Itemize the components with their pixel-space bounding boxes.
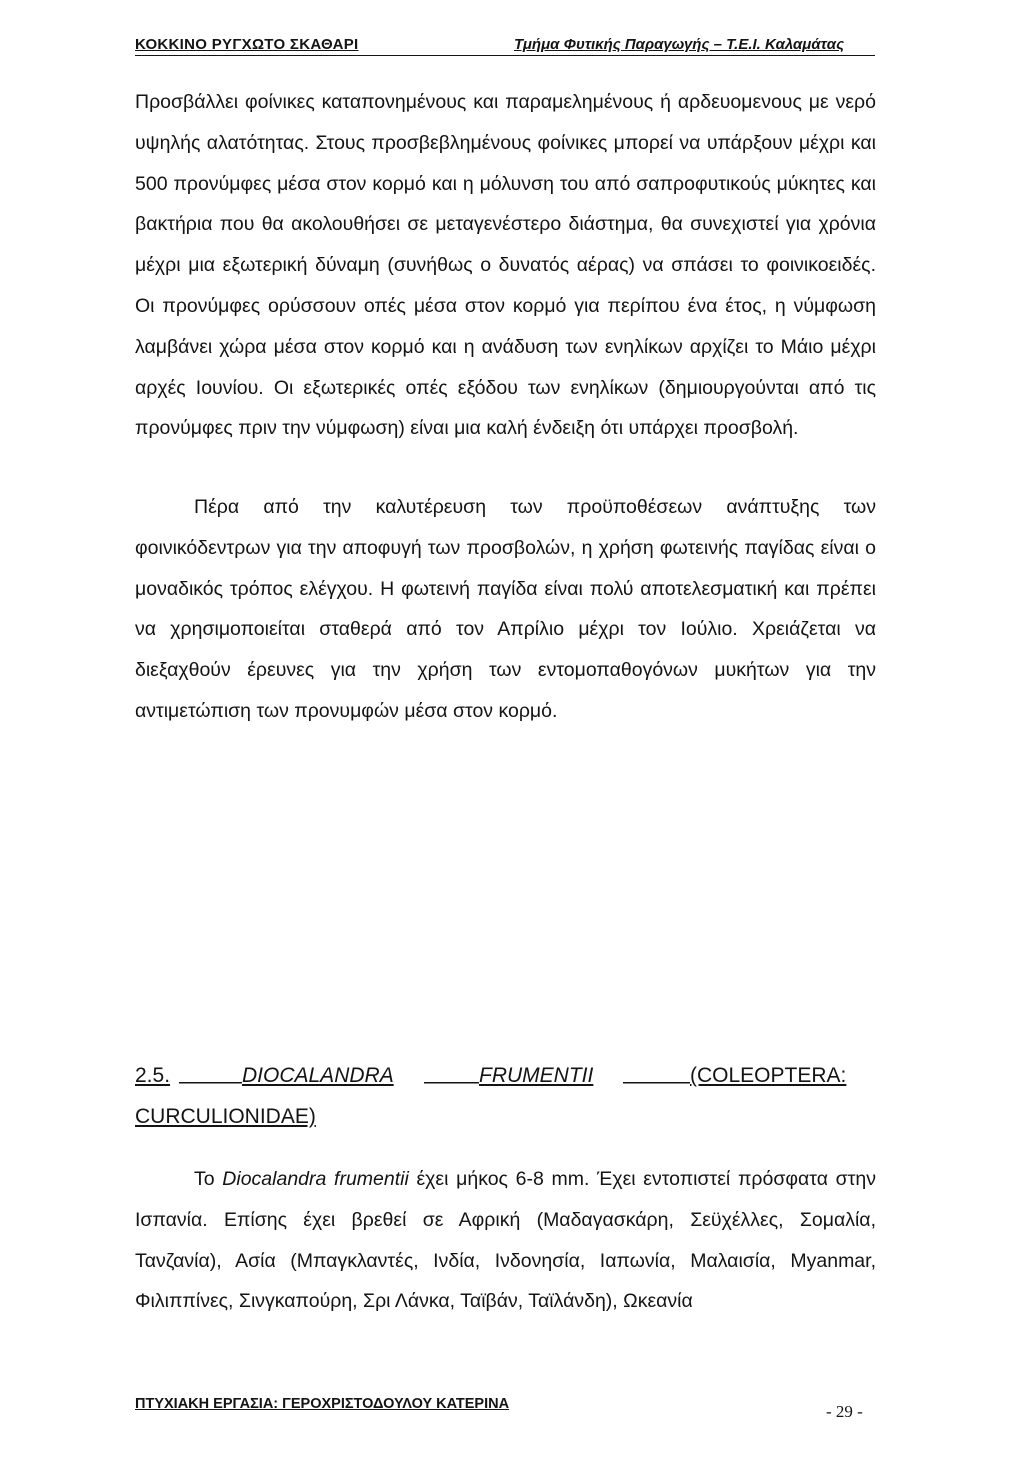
paragraph-3-lead: Το — [194, 1168, 223, 1190]
heading-underline-gap — [623, 1055, 690, 1096]
species-name: Diocalandra frumentii — [222, 1168, 409, 1190]
body-paragraph-3 — [135, 1159, 876, 1322]
header-rule — [135, 55, 875, 56]
heading-underline-gap — [179, 1055, 242, 1096]
section-species: FRUMENTII — [479, 1064, 594, 1087]
page-number: - 29 - — [826, 1402, 863, 1421]
section-order: (COLEOPTERA: — [690, 1064, 847, 1087]
section-number: 2.5. — [135, 1064, 171, 1087]
body-paragraph-1: Προσβάλλει φοίνικες καταπονημένους και παραμελημένους ή αρδευομενους με νερό υψηλής αλατότητας. Στους προσβεβλημένους φοίνικες μπορεί να υπάρξουν μέχρι και 500 προνύμφες μέσα στον κορμό και η μόλυνση του από σαπροφυτικούς μύκητες και βακτήρια που θα ακολουθήσει σε μεταγενέστερο διάστημα, θα συνεχιστεί για χρόνια μέχρι μια εξωτερική δύναμη (συνήθως ο δυνατός αέρας) να σπάσει το φοινικοειδές. Οι προνύμφες ορύσσουν οπές μέσα στον κορμό για περίπου ένα έτος, η νύμφωση λαμβάνει χώρα μέσα στον κορμό και η ανάδυση των ενηλίκων αρχίζει το Μάιο μέχρι αρχές Ιουνίου. Οι εξωτερικές οπές εξόδου των ενηλίκων (δημιουργούνται από τις προνύμφες πριν την νύμφωση) είναι μια καλή ένδειξη ότι υπάρχει προσβολή. — [135, 91, 876, 440]
heading-underline-gap — [424, 1055, 479, 1096]
running-header-title: ΚΟΚΚΙΝΟ ΡΥΓΧΩΤΟ ΣΚΑΘΑΡΙ — [135, 36, 359, 53]
body-paragraph-2: Πέρα από την καλυτέρευση των προϋποθέσεων ανάπτυξης των φοινικόδεντρων για την αποφυγή των προσβολών, η χρήση φωτεινής παγίδας είναι ο μοναδικός τρόπος ελέγχου. Η φωτεινή παγίδα είναι πολύ αποτελεσματική και πρέπει να χρησιμοποιείται σταθερά από τον Απρίλιο μέχρι τον Ιούλιο. Χρειάζεται να διεξαχθούν έρευνες για την χρήση των εντομοπαθογόνων μυκήτων για την αντιμετώπιση των προνυμφών μέσα στον κορμό. — [135, 496, 876, 722]
section-genus: DIOCALANDRA — [242, 1064, 394, 1087]
footer-author: ΠΤΥΧΙΑΚΗ ΕΡΓΑΣΙΑ: ΓΕΡΟΧΡΙΣΤΟΔΟΥΛΟΥ ΚΑΤΕΡΙΝΑ — [135, 1396, 510, 1412]
section-family: CURCULIONIDAE) — [135, 1105, 316, 1128]
paragraph-3-text: έχει μήκος 6-8 mm. Έχει εντοπιστεί πρόσφατα στην Ισπανία. Επίσης έχει βρεθεί σε Αφρική (Μαδαγασκάρη, Σεϋχέλλες, Σομαλία, Τανζανία), Ασία (Μπαγκλαντές, Ινδία, Ινδονησία, Ιαπωνία, Μαλαισία, Myanmar, Φιλιππίνες, Σινγκαπούρη, Σρι Λάνκα, Ταϊβάν, Ταϊλάνδη), Ωκεανία — [135, 1168, 876, 1313]
running-header-department: Τμήμα Φυτικής Παραγωγής – Τ.Ε.Ι. Καλαμάτας — [514, 36, 845, 53]
